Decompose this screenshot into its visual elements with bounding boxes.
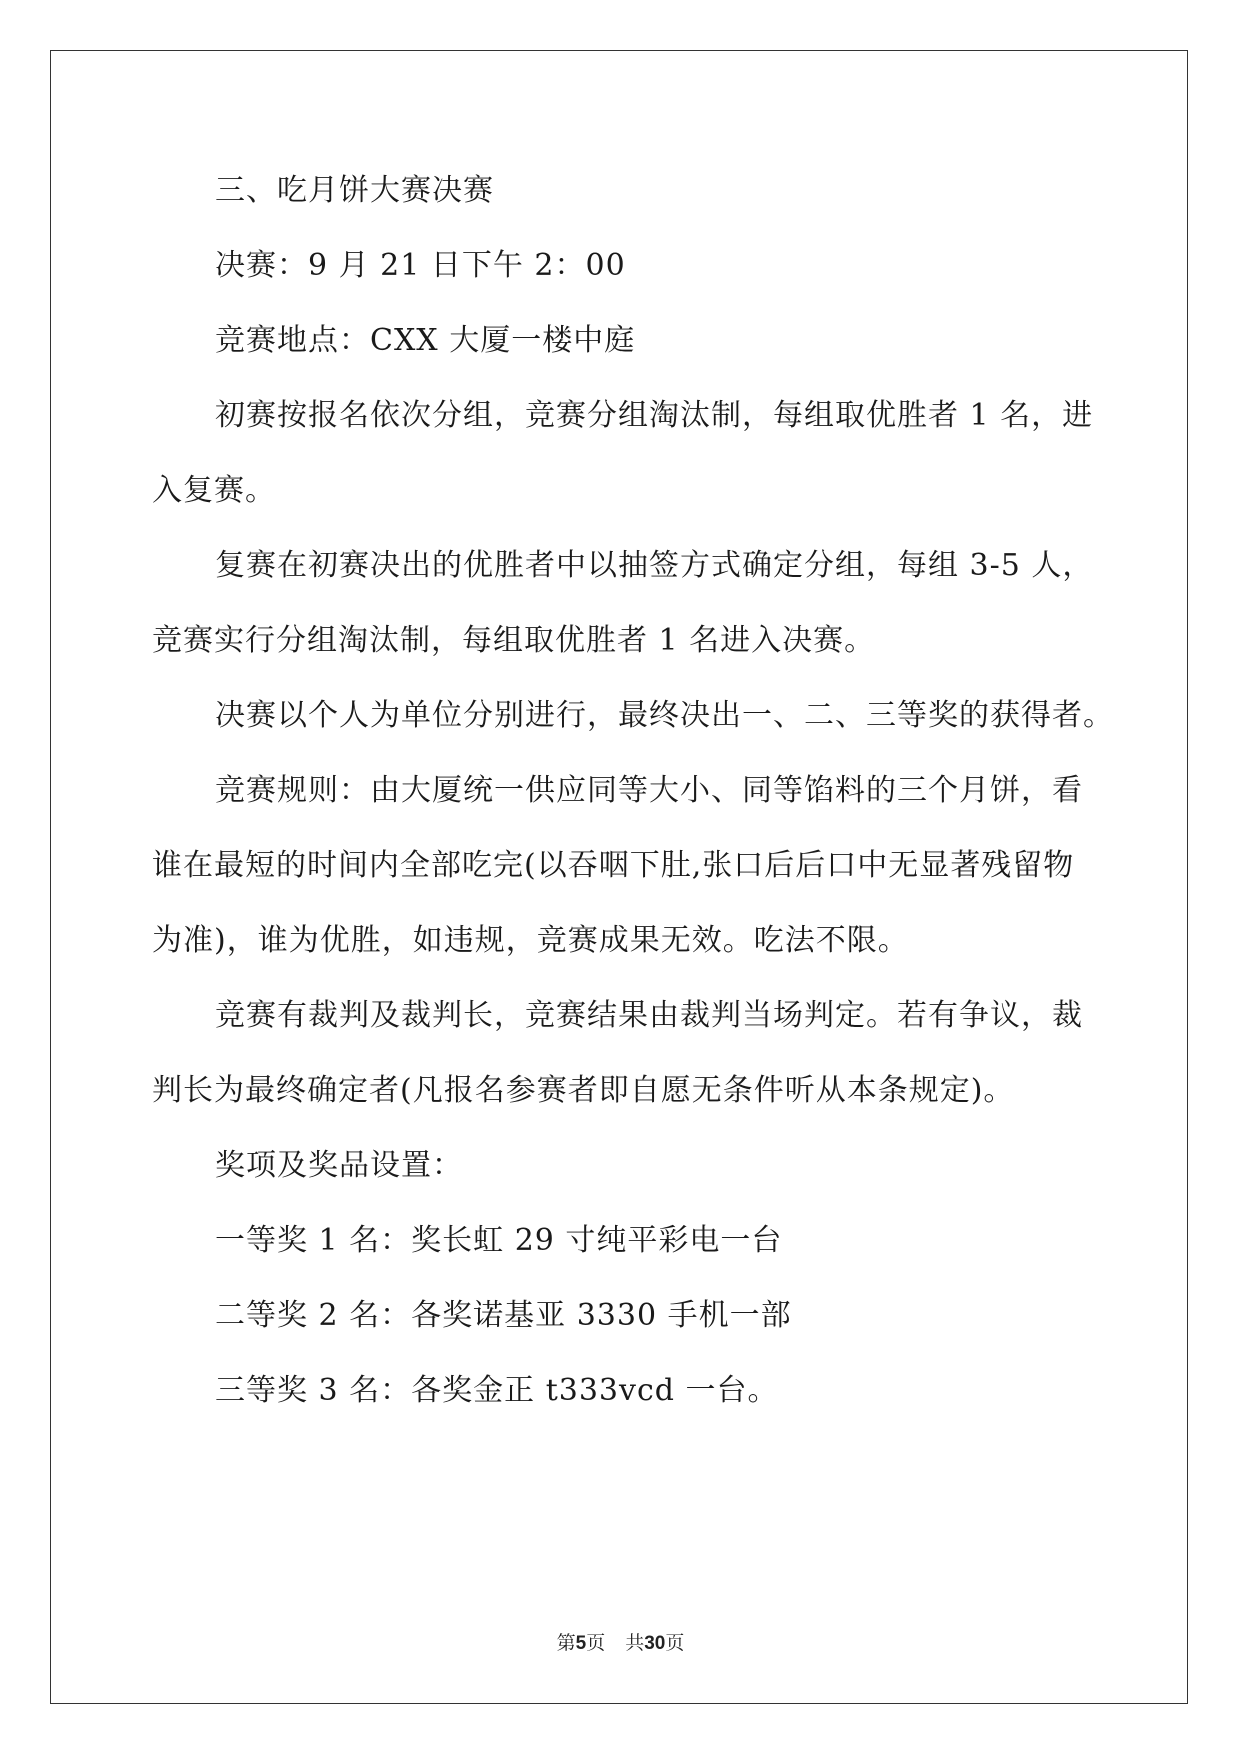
final-time: 决赛：9 月 21 日下午 2：00	[215, 248, 626, 283]
paragraph-line: 判长为最终确定者(凡报名参赛者即自愿无条件听从本条规定)。	[152, 1073, 1015, 1108]
paragraph-line: 竞赛有裁判及裁判长，竞赛结果由裁判当场判定。若有争议，裁	[215, 998, 1083, 1033]
awards-heading: 奖项及奖品设置：	[215, 1148, 463, 1183]
paragraph-line: 谁在最短的时间内全部吃完(以吞咽下肚,张口后后口中无显著残留物	[152, 848, 1075, 883]
total-suffix: 页	[665, 1633, 685, 1654]
paragraph-line: 复赛在初赛决出的优胜者中以抽签方式确定分组，每组 3-5 人，	[215, 548, 1094, 583]
third-prize: 三等奖 3 名：各奖金正 t333vcd 一台。	[215, 1373, 779, 1408]
paragraph-line: 竞赛规则：由大厦统一供应同等大小、同等馅料的三个月饼，看	[215, 773, 1083, 808]
page-suffix: 页	[586, 1633, 606, 1654]
paragraph-line: 决赛以个人为单位分别进行，最终决出一、二、三等奖的获得者。	[215, 698, 1114, 733]
page-prefix: 第	[556, 1633, 576, 1654]
page-number: 5	[575, 1633, 587, 1654]
page-footer	[0, 1628, 1241, 1655]
venue: 竞赛地点：CXX 大厦一楼中庭	[215, 323, 636, 358]
paragraph-line: 初赛按报名依次分组，竞赛分组淘汰制，每组取优胜者 1 名，进	[215, 398, 1094, 433]
section-heading: 三、吃月饼大赛决赛	[215, 173, 494, 208]
total-pages: 30	[644, 1633, 666, 1654]
paragraph-line: 入复赛。	[152, 473, 276, 508]
first-prize: 一等奖 1 名：奖长虹 29 寸纯平彩电一台	[215, 1223, 783, 1258]
total-prefix: 共	[625, 1633, 645, 1654]
paragraph-line: 为准)，谁为优胜，如违规，竞赛成果无效。吃法不限。	[152, 923, 909, 958]
second-prize: 二等奖 2 名：各奖诺基亚 3330 手机一部	[215, 1298, 792, 1333]
paragraph-line: 竞赛实行分组淘汰制，每组取优胜者 1 名进入决赛。	[152, 623, 876, 658]
